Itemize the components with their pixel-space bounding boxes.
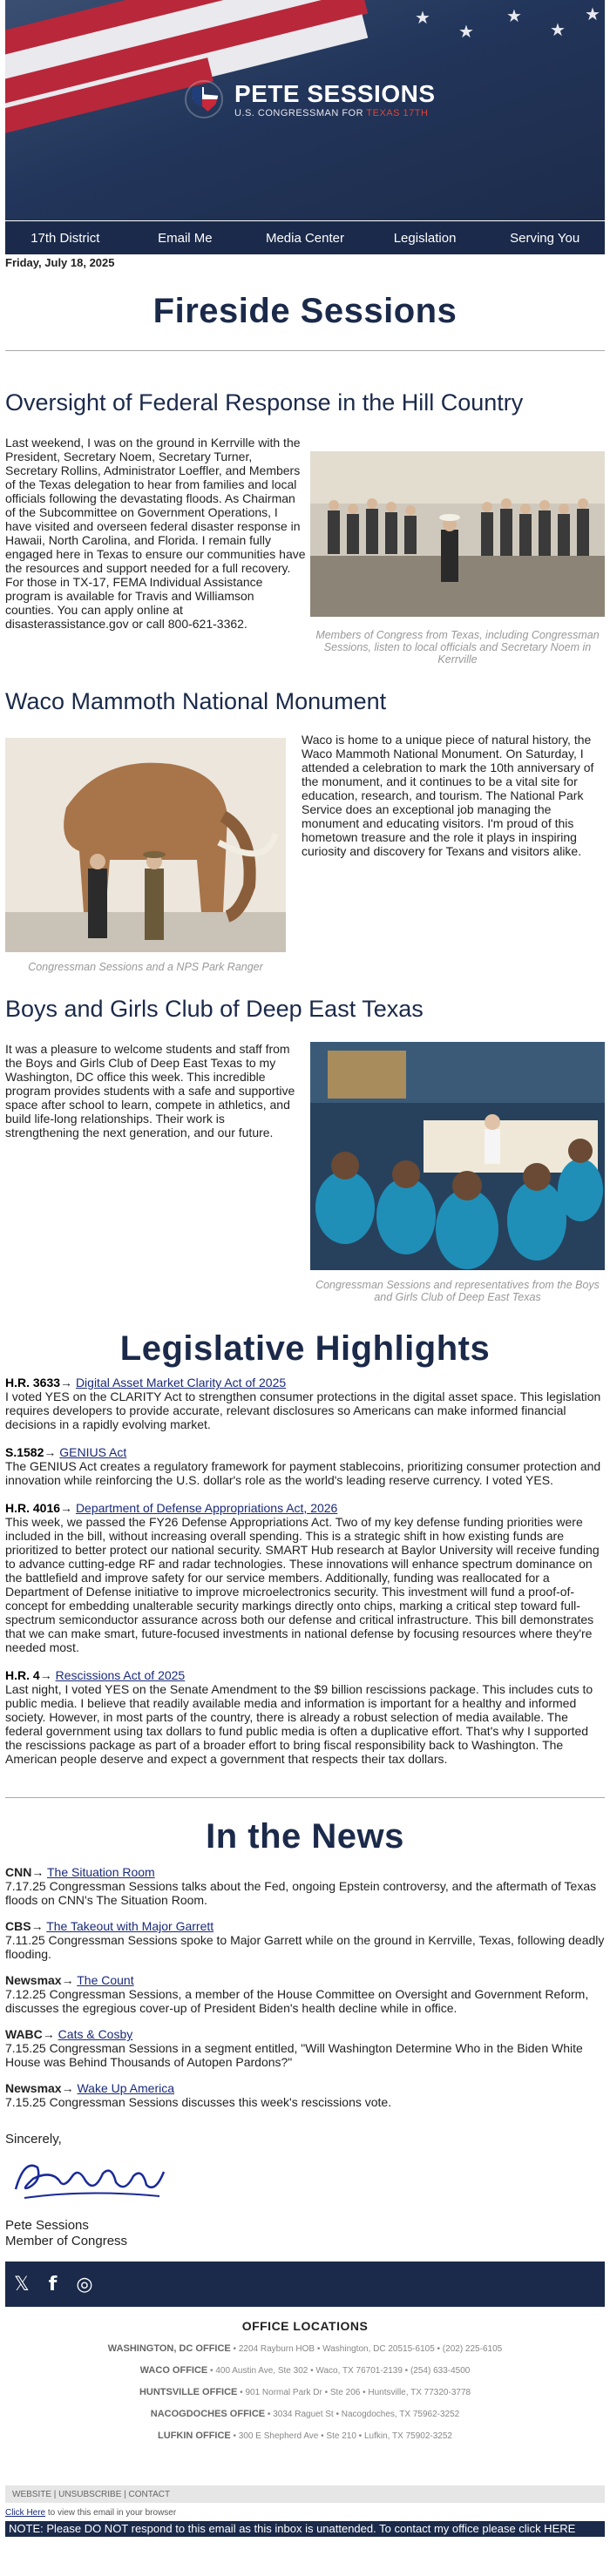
news-heading: In the News	[206, 1817, 404, 1856]
news-text: 7.15.25 Congressman Sessions discusses this week's rescissions vote.	[5, 2095, 392, 2110]
office-locations	[5, 2319, 605, 2442]
legislative-item	[5, 1668, 605, 1766]
boys-girls-club-photo	[310, 1042, 605, 1270]
bill-number: S.1582	[5, 1445, 44, 1460]
legislative-heading: Legislative Highlights	[119, 1329, 491, 1369]
news-link[interactable]: The Takeout with Major Garrett	[46, 1919, 214, 1934]
social-bar	[5, 2262, 605, 2307]
article-heading: Oversight of Federal Response in the Hill Country	[5, 389, 524, 416]
news-text: 7.15.25 Congressman Sessions in a segment entitled, "Will Washington Determine Who in the Biden White House was Behind Thousands of Autopen Pardons?"	[5, 2041, 583, 2070]
signoff	[5, 2132, 605, 2249]
main-nav	[5, 221, 605, 254]
texas-seal-icon	[185, 80, 223, 118]
news-link[interactable]: The Count	[77, 1973, 134, 1988]
signer-role: Member of Congress	[5, 2234, 128, 2249]
instagram-icon[interactable]: ◎	[76, 2273, 93, 2295]
mammoth-photo	[5, 738, 286, 952]
bill-link[interactable]: GENIUS Act	[59, 1445, 127, 1460]
nav-legislation[interactable]: Legislation	[393, 230, 457, 246]
kerrville-meeting-photo	[310, 451, 605, 617]
article-text: Waco is home to a unique piece of natural history, the Waco Mammoth National Monument. On Saturday, I attended a celebration to mark the 10th anniversary of the monument, and it continues to be a vital site for education, research, and tourism. The National Park Service does an exceptional job managing the monument and educating visitors. I'm proud of this hometown treasure and the role it plays in inspiring curiosity and discovery for Texans and visitors alike.	[302, 733, 594, 859]
signer-name: Pete Sessions	[5, 2218, 89, 2234]
site-logo[interactable]	[153, 80, 467, 118]
nav-email-me[interactable]: Email Me	[158, 230, 213, 246]
office-item: WASHINGTON, DC OFFICE • 2204 Rayburn HOB • Washington, DC 20515-6105 • (202) 225-6105	[107, 2343, 503, 2355]
news-text: 7.12.25 Congressman Sessions, a member of the House Committee on Oversight and Government Reform, discusses the egregious cover-up of President Biden's health decline while in office.	[5, 1987, 589, 2016]
facebook-icon[interactable]: f	[48, 2273, 58, 2295]
office-item: NACOGDOCHES OFFICE • 3034 Raguet St • Nacogdoches, TX 75962-3252	[150, 2409, 460, 2420]
legislative-item	[5, 1445, 605, 1487]
photo-caption: Members of Congress from Texas, including Congressman Sessions, listen to local officials and Secretary Noem in Kerrville	[315, 629, 600, 666]
nav-serving-you[interactable]: Serving You	[510, 230, 580, 246]
bill-link[interactable]: Rescissions Act of 2025	[55, 1668, 186, 1683]
logo-title: PETE SESSIONS	[234, 80, 436, 107]
news-link[interactable]: Wake Up America	[77, 2081, 174, 2096]
header-banner: ★ ★ ★ ★ ★ PETE SESSIONS U.S. CONGRESSMAN FOR TEXAS 17TH	[5, 0, 605, 220]
article-heading: Boys and Girls Club of Deep East Texas	[5, 996, 424, 1023]
article-waco-mammoth	[5, 733, 605, 974]
footer-links[interactable]: WEBSITE | UNSUBSCRIBE | CONTACT	[5, 2485, 605, 2503]
news-outlet: CNN	[5, 1865, 32, 1880]
article-boys-girls-club	[5, 1042, 605, 1303]
news-outlet: CBS	[5, 1919, 31, 1934]
news-item: CBS→ The Takeout with Major Garrett 7.11.25 Congressman Sessions spoke to Major Garrett while on the ground in Kerrville, Texas, following deadly flooding.	[5, 1919, 605, 1962]
bill-link[interactable]: Digital Asset Market Clarity Act of 2025	[75, 1376, 287, 1390]
news-text: 7.17.25 Congressman Sessions talks about the Fed, ongoing Epstein controversy, and the aftermath of Texas floods on CNN's The Situation Room.	[5, 1879, 597, 1908]
news-item: Newsmax→ Wake Up America 7.15.25 Congressman Sessions discusses this week's rescissions vote.	[5, 2081, 605, 2109]
article-heading: Waco Mammoth National Monument	[5, 688, 387, 715]
closing: Sincerely,	[5, 2132, 62, 2147]
legislative-item	[5, 1376, 605, 1431]
view-in-browser-link[interactable]: Click Here	[5, 2508, 46, 2519]
photo-caption: Congressman Sessions and representatives from the Boys and Girls Club of Deep East Texas	[315, 1279, 600, 1304]
nav-media-center[interactable]: Media Center	[265, 230, 344, 246]
arrow: →	[44, 1445, 57, 1460]
signature	[7, 2154, 173, 2207]
offices-heading: OFFICE LOCATIONS	[241, 2319, 369, 2334]
office-item: LUFKIN OFFICE • 300 E Shepherd Ave • Ste 210 • Lufkin, TX 75902-3252	[158, 2431, 452, 2442]
article-text: It was a pleasure to welcome students and staff from the Boys and Girls Club of Deep East Texas to my Washington, DC office this week. This incredible program provides students with a safe and supportive space after school to learn, compete in athletics, and build life-long relationships. Their work is strengthening the next generation, and our future.	[5, 1042, 295, 1140]
unattended-notice[interactable]: NOTE: Please DO NOT respond to this email as this inbox is unattended. To contact my office please click HERE	[5, 2521, 605, 2537]
photo-caption: Congressman Sessions and a NPS Park Ranger	[28, 961, 263, 974]
article-text: Last weekend, I was on the ground in Kerrville with the President, Secretary Noem, Secretary Turner, Secretary Rollins, Administrator Loeffler, and Members of the Texas delegation to hear from families and local officials following the devastating floods. As Chairman of the Subcommittee on Government Operations, I have visited and overseen federal disaster response in Hawaii, North Carolina, and Florida. I remain fully engaged here in Texas to ensure our communities have the resources and support needed for a full recovery. For those in TX-17, FEMA Individual Assistance program is available for Travis and Williamson counties. You can apply online at disasterassistance.gov or call 800-621-3362.	[5, 436, 306, 632]
bill-link[interactable]: Department of Defense Appropriations Act, 2026	[75, 1501, 338, 1516]
arrow: →	[60, 1376, 73, 1390]
news-item: WABC→ Cats & Cosby 7.15.25 Congressman Sessions in a segment entitled, "Will Washington Determine Who in the Biden White House was Behind Thousands of Autopen Pardons?"	[5, 2027, 605, 2069]
news-link[interactable]: Cats & Cosby	[58, 2027, 133, 2042]
bill-number: H.R. 3633	[5, 1376, 61, 1390]
news-link[interactable]: The Situation Room	[46, 1865, 155, 1880]
news-outlet: WABC	[5, 2027, 43, 2042]
bill-text: This week, we passed the FY26 Defense Appropriations Act. Two of my key defense funding priorities were included in the bill, without increasing overall spending. This is a strategic shift in how existing funds are prioritized to better protect our national security. SMART Hub research at Baylor University will receive funding to advance cutting-edge RF and radar technologies. These innovations will enhance spectrum dominance on the battlefield and improve safety for our service members. Additionally, funding was reallocated for a Department of Defense initiative to improve microelectronics security. This investment will fund a proof-of-concept for embedding unalterable security markings directly onto chips, marking a critical step toward full-spectrum semiconductor assurance across both our defense and critical infrastructure. This bill demonstrates that we can make smart, future-focused investments in national defense by focusing resources where they're needed most.	[5, 1515, 600, 1655]
news-item: Newsmax→ The Count 7.12.25 Congressman Sessions, a member of the House Committee on Oversight and Government Reform, discusses the egregious cover-up of President Biden's health decline while in office.	[5, 1973, 605, 2015]
news-outlet: Newsmax	[5, 1973, 62, 1988]
news-text: 7.11.25 Congressman Sessions spoke to Major Garrett while on the ground in Kerrville, Texas, following deadly flooding.	[5, 1933, 605, 1962]
legislative-item	[5, 1501, 605, 1654]
office-item: HUNTSVILLE OFFICE • 901 Normal Park Dr • Ste 206 • Huntsville, TX 77320-3778	[139, 2387, 471, 2398]
divider	[5, 1797, 605, 1798]
bill-number: H.R. 4	[5, 1668, 40, 1683]
x-icon[interactable]: 𝕏	[14, 2273, 30, 2295]
bill-text: I voted YES on the CLARITY Act to strengthen consumer protections in the digital asset space. This legislation requires developers to provide accurate, relevant disclosures so Americans can make informed financial decisions in a rapidly evolving market.	[5, 1389, 601, 1432]
arrow: →	[39, 1668, 52, 1683]
arrow: →	[60, 1501, 73, 1516]
bill-text: The GENIUS Act creates a regulatory framework for payment stablecoins, prioritizing consumer protection and innovation while reinforcing the U.S. dollar's role as the world's leading reserve currency. I voted YES.	[5, 1459, 601, 1488]
nav-17th-district[interactable]: 17th District	[30, 230, 100, 246]
news-outlet: Newsmax	[5, 2081, 62, 2096]
bill-text: Last night, I voted YES on the Senate Amendment to the $9 billion rescissions package. This includes cuts to public media. I believe that readily available media and information is important for a healthy and informed society. However, in most parts of the country, there is already a robust selection of media available. The federal government using tax dollars to fund public media is often a duplicative effort. That's why I supported the rescissions package as part of a broader effort to bring fiscal responsibility back to Washington. The American people deserve and expect a government that respects their tax dollars.	[5, 1682, 593, 1767]
divider	[5, 350, 605, 351]
news-item: CNN→ The Situation Room 7.17.25 Congressman Sessions talks about the Fed, ongoing Epstein controversy, and the aftermath of Texas floods on CNN's The Situation Room.	[5, 1865, 605, 1907]
bill-number: H.R. 4016	[5, 1501, 61, 1516]
article-oversight	[5, 436, 605, 666]
office-item: WACO OFFICE • 400 Austin Ave, Ste 302 • Waco, TX 76701-2139 • (254) 633-4500	[139, 2365, 471, 2377]
logo-subtitle: U.S. CONGRESSMAN FOR TEXAS 17TH	[234, 108, 429, 118]
newsletter-title: Fireside Sessions	[152, 292, 458, 330]
view-in-browser: Click Here to view this email in your browser	[5, 2508, 177, 2519]
issue-date: Friday, July 18, 2025	[5, 256, 115, 269]
